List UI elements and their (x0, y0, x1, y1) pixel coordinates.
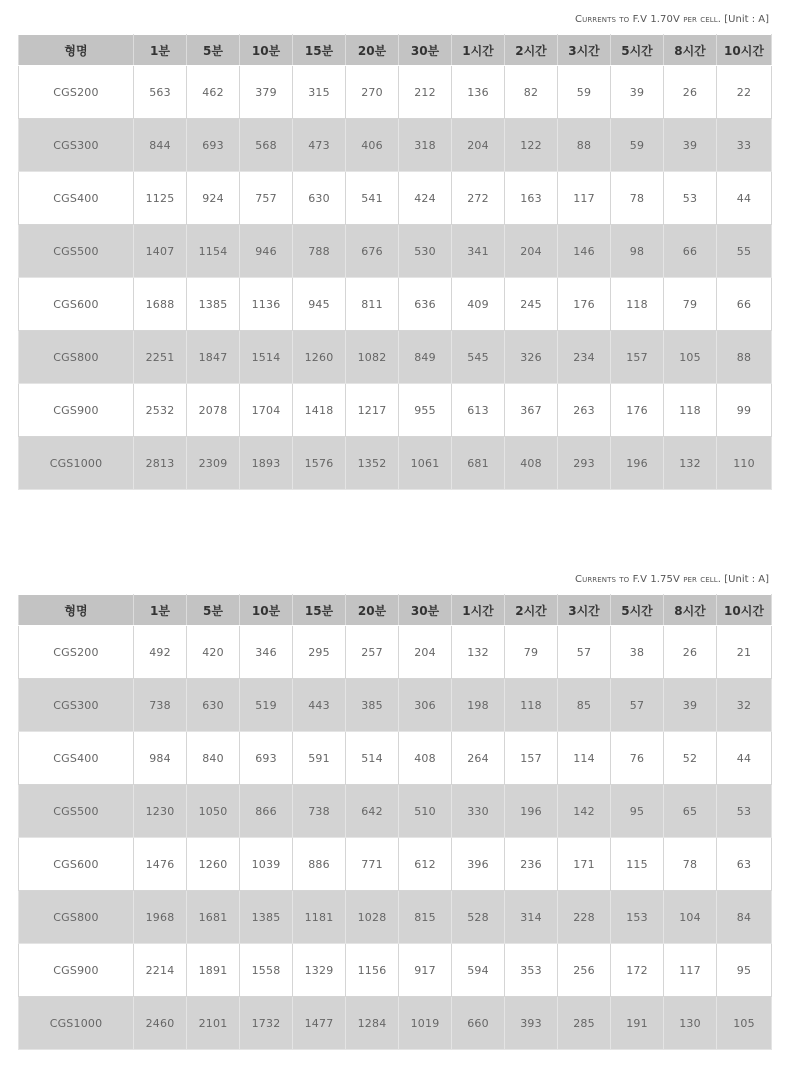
current-value-cell: 285 (558, 997, 611, 1050)
current-value-cell: 82 (505, 66, 558, 119)
current-value-cell: 114 (558, 732, 611, 785)
current-value-cell: 118 (505, 679, 558, 732)
current-value-cell: 844 (134, 119, 187, 172)
current-value-cell: 1576 (293, 437, 346, 490)
current-value-cell: 1260 (293, 331, 346, 384)
header-duration: 15분 (293, 595, 346, 626)
header-duration: 8시간 (664, 35, 717, 66)
current-value-cell: 630 (293, 172, 346, 225)
current-value-cell: 79 (664, 278, 717, 331)
current-value-cell: 341 (452, 225, 505, 278)
current-value-cell: 519 (240, 679, 293, 732)
table-row (19, 437, 772, 490)
current-value-cell: 33 (717, 119, 772, 172)
current-value-cell: 1019 (399, 997, 452, 1050)
current-value-cell: 204 (452, 119, 505, 172)
current-value-cell: 409 (452, 278, 505, 331)
current-value-cell: 57 (611, 679, 664, 732)
current-value-cell: 105 (664, 331, 717, 384)
current-value-cell: 22 (717, 66, 772, 119)
current-value-cell: 176 (611, 384, 664, 437)
current-value-cell: 98 (611, 225, 664, 278)
model-cell: CGS300 (19, 119, 134, 172)
current-value-cell: 443 (293, 679, 346, 732)
current-value-cell: 26 (664, 66, 717, 119)
table-row (19, 679, 772, 732)
current-value-cell: 66 (717, 278, 772, 331)
header-duration: 30분 (399, 35, 452, 66)
current-value-cell: 1039 (240, 838, 293, 891)
current-value-cell: 59 (558, 66, 611, 119)
current-value-cell: 172 (611, 944, 664, 997)
current-value-cell: 99 (717, 384, 772, 437)
model-cell: CGS1000 (19, 997, 134, 1050)
current-value-cell: 330 (452, 785, 505, 838)
current-value-cell: 1260 (187, 838, 240, 891)
current-value-cell: 212 (399, 66, 452, 119)
current-value-cell: 228 (558, 891, 611, 944)
current-value-cell: 295 (293, 626, 346, 679)
current-value-cell: 473 (293, 119, 346, 172)
current-value-cell: 1028 (346, 891, 399, 944)
current-value-cell: 393 (505, 997, 558, 1050)
current-value-cell: 886 (293, 838, 346, 891)
current-value-cell: 65 (664, 785, 717, 838)
current-value-cell: 44 (717, 172, 772, 225)
current-value-cell: 510 (399, 785, 452, 838)
current-value-cell: 132 (664, 437, 717, 490)
table-row (19, 997, 772, 1050)
current-value-cell: 2813 (134, 437, 187, 490)
current-value-cell: 1477 (293, 997, 346, 1050)
current-value-cell: 866 (240, 785, 293, 838)
current-value-cell: 346 (240, 626, 293, 679)
current-value-cell: 21 (717, 626, 772, 679)
current-value-cell: 264 (452, 732, 505, 785)
current-value-cell: 1514 (240, 331, 293, 384)
current-value-cell: 492 (134, 626, 187, 679)
model-cell: CGS300 (19, 679, 134, 732)
caption-unit: [Unit : A] (724, 574, 769, 585)
current-value-cell: 256 (558, 944, 611, 997)
current-value-cell: 270 (346, 66, 399, 119)
header-duration: 30분 (399, 595, 452, 626)
header-row (19, 35, 772, 66)
table-row (19, 225, 772, 278)
header-duration: 2시간 (505, 595, 558, 626)
current-value-cell: 78 (611, 172, 664, 225)
current-value-cell: 946 (240, 225, 293, 278)
current-value-cell: 462 (187, 66, 240, 119)
current-value-cell: 115 (611, 838, 664, 891)
current-value-cell: 1352 (346, 437, 399, 490)
current-value-cell: 130 (664, 997, 717, 1050)
header-model: 형명 (19, 35, 134, 66)
table-row (19, 384, 772, 437)
current-value-cell: 55 (717, 225, 772, 278)
header-duration: 5분 (187, 595, 240, 626)
model-cell: CGS200 (19, 66, 134, 119)
current-value-cell: 146 (558, 225, 611, 278)
current-value-cell: 594 (452, 944, 505, 997)
current-value-cell: 636 (399, 278, 452, 331)
model-cell: CGS500 (19, 225, 134, 278)
discharge-table-block-2 (18, 572, 771, 1050)
table-row (19, 66, 772, 119)
header-row (19, 595, 772, 626)
current-value-cell: 613 (452, 384, 505, 437)
current-value-cell: 1891 (187, 944, 240, 997)
current-value-cell: 2309 (187, 437, 240, 490)
current-value-cell: 171 (558, 838, 611, 891)
current-value-cell: 315 (293, 66, 346, 119)
current-value-cell: 1704 (240, 384, 293, 437)
current-value-cell: 924 (187, 172, 240, 225)
current-value-cell: 917 (399, 944, 452, 997)
current-value-cell: 122 (505, 119, 558, 172)
table-caption (18, 572, 771, 594)
model-cell: CGS500 (19, 785, 134, 838)
table-row (19, 278, 772, 331)
current-value-cell: 1284 (346, 997, 399, 1050)
current-value-cell: 1156 (346, 944, 399, 997)
model-cell: CGS200 (19, 626, 134, 679)
current-value-cell: 236 (505, 838, 558, 891)
current-value-cell: 95 (717, 944, 772, 997)
current-value-cell: 1847 (187, 331, 240, 384)
current-value-cell: 396 (452, 838, 505, 891)
current-value-cell: 1558 (240, 944, 293, 997)
model-cell: CGS400 (19, 732, 134, 785)
current-value-cell: 2101 (187, 997, 240, 1050)
discharge-table-block-1 (18, 12, 771, 490)
table-row (19, 944, 772, 997)
current-value-cell: 88 (717, 331, 772, 384)
current-value-cell: 1136 (240, 278, 293, 331)
current-value-cell: 157 (611, 331, 664, 384)
table-row (19, 172, 772, 225)
current-value-cell: 257 (346, 626, 399, 679)
current-value-cell: 693 (187, 119, 240, 172)
current-value-cell: 955 (399, 384, 452, 437)
current-value-cell: 1732 (240, 997, 293, 1050)
current-value-cell: 44 (717, 732, 772, 785)
current-value-cell: 1125 (134, 172, 187, 225)
table-row (19, 891, 772, 944)
current-value-cell: 326 (505, 331, 558, 384)
table-row (19, 785, 772, 838)
header-duration: 3시간 (558, 595, 611, 626)
header-duration: 10시간 (717, 35, 772, 66)
current-value-cell: 530 (399, 225, 452, 278)
model-cell: CGS900 (19, 944, 134, 997)
current-value-cell: 815 (399, 891, 452, 944)
current-value-cell: 660 (452, 997, 505, 1050)
header-duration: 2시간 (505, 35, 558, 66)
current-value-cell: 385 (346, 679, 399, 732)
current-value-cell: 176 (558, 278, 611, 331)
current-value-cell: 198 (452, 679, 505, 732)
current-value-cell: 53 (717, 785, 772, 838)
current-value-cell: 1230 (134, 785, 187, 838)
current-value-cell: 66 (664, 225, 717, 278)
current-value-cell: 771 (346, 838, 399, 891)
current-value-cell: 1154 (187, 225, 240, 278)
current-value-cell: 118 (664, 384, 717, 437)
current-value-cell: 681 (452, 437, 505, 490)
header-duration: 1분 (134, 35, 187, 66)
current-value-cell: 738 (134, 679, 187, 732)
header-duration: 5시간 (611, 35, 664, 66)
table-row (19, 838, 772, 891)
current-value-cell: 84 (717, 891, 772, 944)
current-value-cell: 514 (346, 732, 399, 785)
header-duration: 20분 (346, 595, 399, 626)
header-duration: 10시간 (717, 595, 772, 626)
current-value-cell: 1385 (187, 278, 240, 331)
current-value-cell: 157 (505, 732, 558, 785)
current-value-cell: 1385 (240, 891, 293, 944)
current-value-cell: 63 (717, 838, 772, 891)
current-value-cell: 379 (240, 66, 293, 119)
current-value-cell: 1418 (293, 384, 346, 437)
current-value-cell: 136 (452, 66, 505, 119)
header-duration: 5분 (187, 35, 240, 66)
current-value-cell: 314 (505, 891, 558, 944)
current-value-cell: 757 (240, 172, 293, 225)
current-value-cell: 1407 (134, 225, 187, 278)
header-duration: 5시간 (611, 595, 664, 626)
current-value-cell: 1968 (134, 891, 187, 944)
discharge-table-1 (18, 34, 772, 490)
current-value-cell: 541 (346, 172, 399, 225)
discharge-table-2 (18, 594, 772, 1050)
current-value-cell: 849 (399, 331, 452, 384)
current-value-cell: 318 (399, 119, 452, 172)
current-value-cell: 563 (134, 66, 187, 119)
table-row (19, 732, 772, 785)
current-value-cell: 1217 (346, 384, 399, 437)
current-value-cell: 406 (346, 119, 399, 172)
current-value-cell: 2214 (134, 944, 187, 997)
header-duration: 1분 (134, 595, 187, 626)
current-value-cell: 642 (346, 785, 399, 838)
current-value-cell: 630 (187, 679, 240, 732)
header-model: 형명 (19, 595, 134, 626)
current-value-cell: 39 (664, 679, 717, 732)
current-value-cell: 245 (505, 278, 558, 331)
current-value-cell: 38 (611, 626, 664, 679)
current-value-cell: 104 (664, 891, 717, 944)
header-duration: 10분 (240, 35, 293, 66)
current-value-cell: 1681 (187, 891, 240, 944)
current-value-cell: 1181 (293, 891, 346, 944)
current-value-cell: 568 (240, 119, 293, 172)
caption-unit: [Unit : A] (724, 14, 769, 25)
current-value-cell: 676 (346, 225, 399, 278)
current-value-cell: 1329 (293, 944, 346, 997)
current-value-cell: 984 (134, 732, 187, 785)
current-value-cell: 39 (611, 66, 664, 119)
current-value-cell: 263 (558, 384, 611, 437)
current-value-cell: 293 (558, 437, 611, 490)
model-cell: CGS900 (19, 384, 134, 437)
current-value-cell: 196 (505, 785, 558, 838)
model-cell: CGS1000 (19, 437, 134, 490)
current-value-cell: 367 (505, 384, 558, 437)
current-value-cell: 2078 (187, 384, 240, 437)
current-value-cell: 2460 (134, 997, 187, 1050)
current-value-cell: 59 (611, 119, 664, 172)
current-value-cell: 811 (346, 278, 399, 331)
current-value-cell: 591 (293, 732, 346, 785)
current-value-cell: 76 (611, 732, 664, 785)
current-value-cell: 2251 (134, 331, 187, 384)
current-value-cell: 1061 (399, 437, 452, 490)
current-value-cell: 117 (664, 944, 717, 997)
current-value-cell: 1082 (346, 331, 399, 384)
current-value-cell: 788 (293, 225, 346, 278)
current-value-cell: 57 (558, 626, 611, 679)
model-cell: CGS600 (19, 278, 134, 331)
header-duration: 1시간 (452, 595, 505, 626)
current-value-cell: 612 (399, 838, 452, 891)
table-row (19, 119, 772, 172)
current-value-cell: 191 (611, 997, 664, 1050)
current-value-cell: 306 (399, 679, 452, 732)
current-value-cell: 528 (452, 891, 505, 944)
current-value-cell: 424 (399, 172, 452, 225)
table-row (19, 331, 772, 384)
header-duration: 15분 (293, 35, 346, 66)
current-value-cell: 163 (505, 172, 558, 225)
current-value-cell: 408 (399, 732, 452, 785)
model-cell: CGS800 (19, 891, 134, 944)
current-value-cell: 204 (399, 626, 452, 679)
current-value-cell: 79 (505, 626, 558, 679)
current-value-cell: 545 (452, 331, 505, 384)
current-value-cell: 88 (558, 119, 611, 172)
current-value-cell: 153 (611, 891, 664, 944)
current-value-cell: 32 (717, 679, 772, 732)
header-duration: 1시간 (452, 35, 505, 66)
header-duration: 20분 (346, 35, 399, 66)
current-value-cell: 353 (505, 944, 558, 997)
model-cell: CGS600 (19, 838, 134, 891)
model-cell: CGS400 (19, 172, 134, 225)
current-value-cell: 118 (611, 278, 664, 331)
current-value-cell: 693 (240, 732, 293, 785)
current-value-cell: 39 (664, 119, 717, 172)
current-value-cell: 132 (452, 626, 505, 679)
current-value-cell: 26 (664, 626, 717, 679)
current-value-cell: 840 (187, 732, 240, 785)
current-value-cell: 196 (611, 437, 664, 490)
current-value-cell: 2532 (134, 384, 187, 437)
current-value-cell: 53 (664, 172, 717, 225)
caption-label: Currents to F.V 1.75V per cell. (575, 574, 722, 585)
current-value-cell: 1893 (240, 437, 293, 490)
header-duration: 8시간 (664, 595, 717, 626)
current-value-cell: 52 (664, 732, 717, 785)
current-value-cell: 272 (452, 172, 505, 225)
current-value-cell: 234 (558, 331, 611, 384)
current-value-cell: 204 (505, 225, 558, 278)
current-value-cell: 420 (187, 626, 240, 679)
table-row (19, 626, 772, 679)
current-value-cell: 1688 (134, 278, 187, 331)
current-value-cell: 1476 (134, 838, 187, 891)
current-value-cell: 110 (717, 437, 772, 490)
header-duration: 3시간 (558, 35, 611, 66)
current-value-cell: 117 (558, 172, 611, 225)
current-value-cell: 408 (505, 437, 558, 490)
current-value-cell: 85 (558, 679, 611, 732)
current-value-cell: 95 (611, 785, 664, 838)
table-caption (18, 12, 771, 34)
header-duration: 10분 (240, 595, 293, 626)
current-value-cell: 1050 (187, 785, 240, 838)
current-value-cell: 142 (558, 785, 611, 838)
current-value-cell: 945 (293, 278, 346, 331)
current-value-cell: 105 (717, 997, 772, 1050)
model-cell: CGS800 (19, 331, 134, 384)
current-value-cell: 78 (664, 838, 717, 891)
caption-label: Currents to F.V 1.70V per cell. (575, 14, 722, 25)
current-value-cell: 738 (293, 785, 346, 838)
